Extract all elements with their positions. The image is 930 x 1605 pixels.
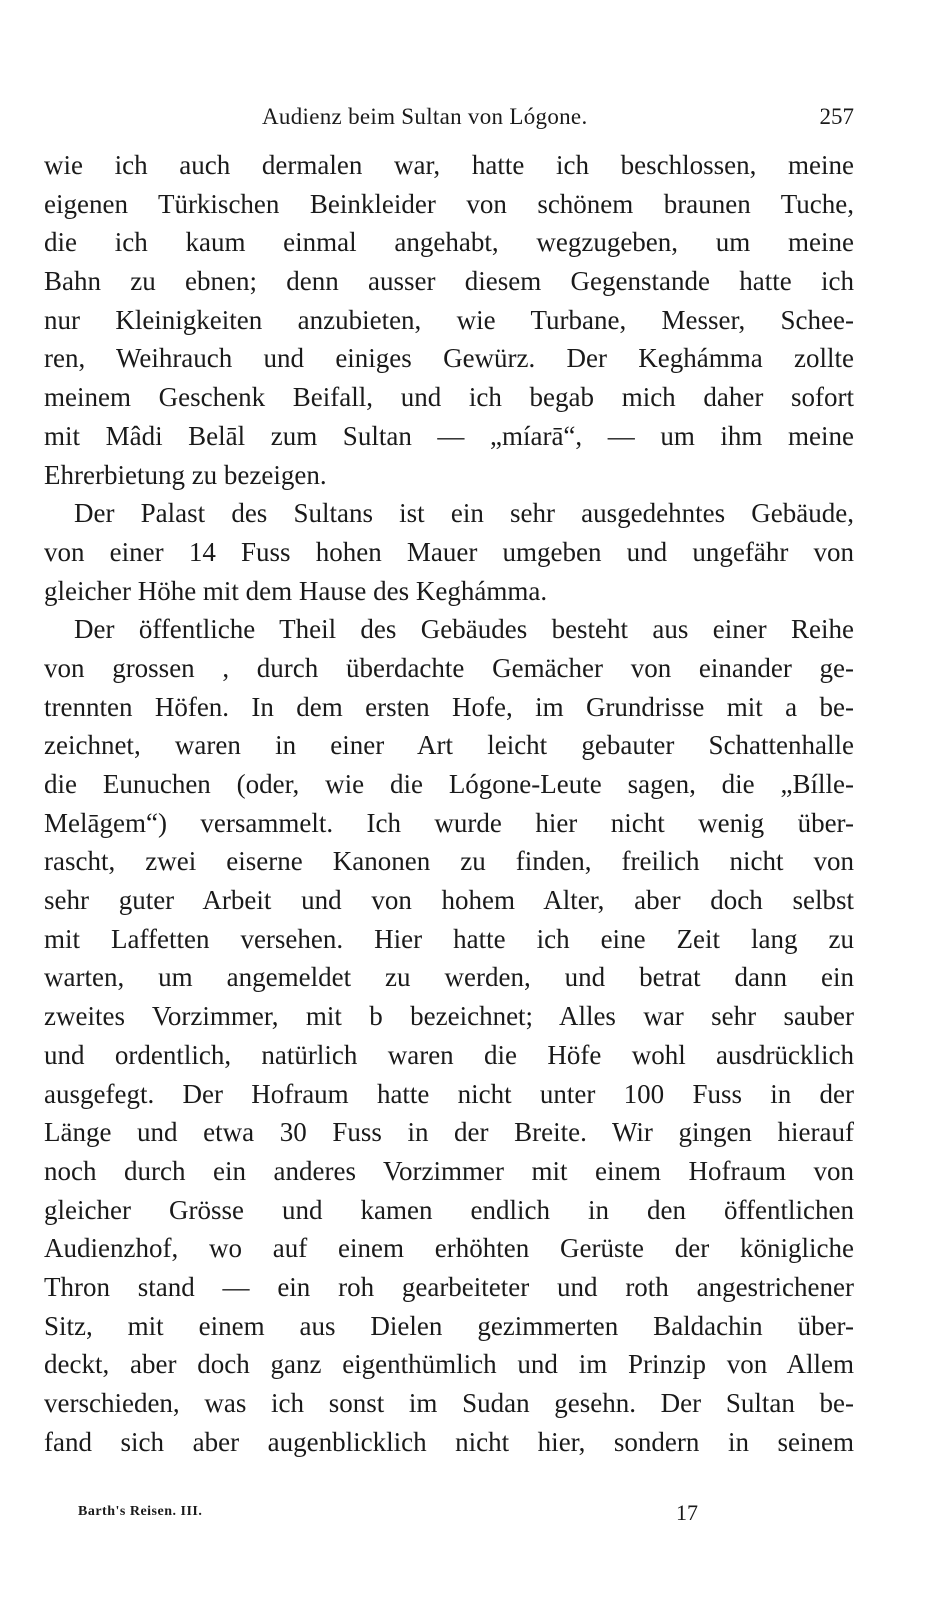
body-text (44, 146, 854, 1461)
text-line: Der Palast des Sultans ist ein sehr ausgedehntes Gebäude, (74, 498, 854, 529)
text-line: meinem Geschenk Beifall, und ich begab mich daher sofort (44, 382, 854, 413)
text-line: verschieden, was ich sonst im Sudan gesehn. Der Sultan be- (44, 1388, 854, 1418)
text-line: mit Laffetten versehen. Hier hatte ich eine Zeit lang zu (44, 923, 854, 954)
text-line: warten, um angemeldet zu werden, und betrat dann ein (44, 962, 854, 993)
text-line: eigenen Türkischen Beinkleider von schönem braunen Tuche, (44, 188, 854, 219)
text-line: ren, Weihrauch und einiges Gewürz. Der Keghámma zollte (44, 343, 854, 374)
text-line: deckt, aber doch ganz eigenthümlich und im Prinzip von Allem (44, 1349, 854, 1380)
text-line: sehr guter Arbeit und von hohem Alter, aber doch selbst (44, 885, 854, 916)
text-line: von grossen , durch überdachte Gemächer von einander ge- (44, 652, 854, 683)
text-line: fand sich aber augenblicklich nicht hier, sondern in seinem (44, 1426, 854, 1457)
text-line: die Eunuchen (oder, wie die Lógone-Leute sagen, die „Bílle- (44, 769, 854, 799)
running-title: Audienz beim Sultan von Lógone. (262, 104, 588, 129)
page-footer (44, 1498, 854, 1528)
text-line: Bahn zu ebnen; denn ausser diesem Gegenstande hatte ich (44, 266, 854, 297)
text-line: gleicher Grösse und kamen endlich in den öffentlichen (44, 1194, 854, 1225)
text-line: und ordentlich, natürlich waren die Höfe wohl ausdrücklich (44, 1039, 854, 1070)
text-line: die ich kaum einmal angehabt, wegzugeben, um meine (44, 227, 854, 258)
sheet-number: 17 (676, 1500, 698, 1525)
printer-signature: Barth's Reisen. III. (78, 1504, 203, 1519)
text-line: nur Kleinigkeiten anzubieten, wie Turbane, Messer, Schee- (44, 304, 854, 335)
text-line: gleicher Höhe mit dem Hause des Keghámma. (44, 575, 548, 606)
text-line: noch durch ein anderes Vorzimmer mit einem Hofraum von (44, 1155, 854, 1186)
text-line: Sitz, mit einem aus Dielen gezimmerten Baldachin über- (44, 1310, 854, 1341)
text-line: ausgefegt. Der Hofraum hatte nicht unter 100 Fuss in der (44, 1078, 854, 1109)
text-line: mit Mâdi Belāl zum Sultan — „míarā“, — um ihm meine (44, 420, 854, 451)
text-line: trennten Höfen. In dem ersten Hofe, im Grundrisse mit a be- (44, 691, 854, 722)
text-line: rascht, zwei eiserne Kanonen zu finden, freilich nicht von (44, 846, 854, 877)
text-line: Thron stand — ein roh gearbeiteter und roth angestrichener (44, 1271, 854, 1302)
text-line: zeichnet, waren in einer Art leicht gebauter Schattenhalle (44, 730, 854, 761)
text-line: Melāgem“) versammelt. Ich wurde hier nicht wenig über- (44, 807, 854, 838)
text-line: von einer 14 Fuss hohen Mauer umgeben und ungefähr von (44, 536, 854, 567)
text-line: Der öffentliche Theil des Gebäudes besteht aus einer Reihe (74, 614, 854, 645)
running-header (44, 104, 854, 138)
text-line: zweites Vorzimmer, mit b bezeichnet; Alles war sehr sauber (44, 1001, 854, 1032)
text-line: Länge und etwa 30 Fuss in der Breite. Wir gingen hierauf (44, 1117, 854, 1148)
page-number: 257 (819, 104, 854, 129)
text-line: Audienzhof, wo auf einem erhöhten Gerüste der königliche (44, 1233, 854, 1264)
text-line: Ehrerbietung zu bezeigen. (44, 459, 327, 490)
text-line: wie ich auch dermalen war, hatte ich beschlossen, meine (44, 150, 854, 180)
